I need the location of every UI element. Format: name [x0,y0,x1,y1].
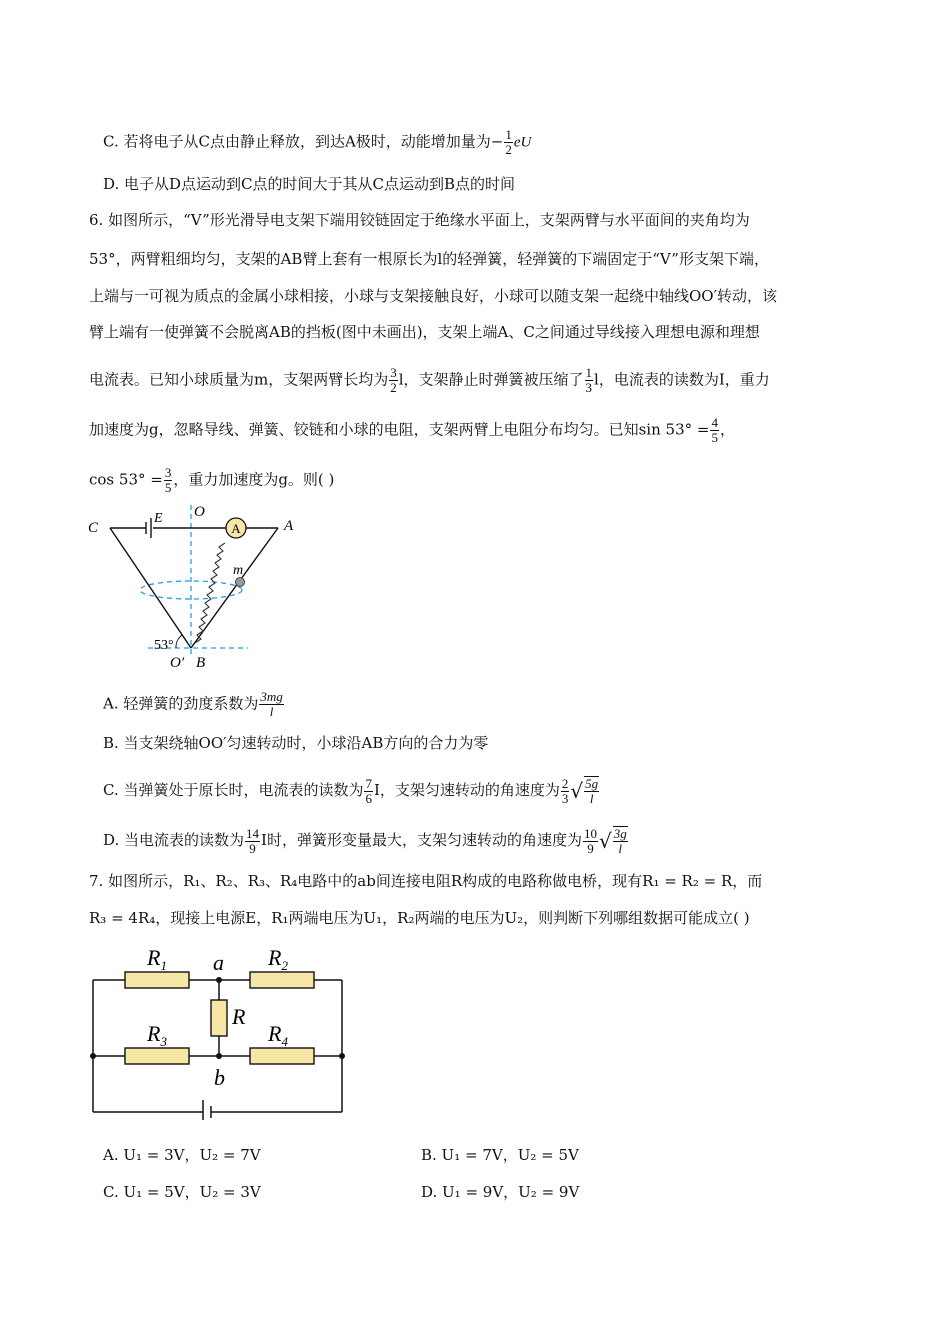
metal-ball [236,578,245,587]
label-b: B [196,655,206,671]
q6-line-7 [89,466,334,495]
q6-line-6-frac-num: 4 [711,415,718,430]
q6-option-d-frac-2-num: 10 [583,825,597,841]
q6-line-1: 6. 如图所示，“V”形光滑导电支架下端用铰链固定于绝缘水平面上，支架两臂与水平面间的夹角均为 [89,211,750,229]
q6-line-7-b: ，重力加速度为g。则( ) [173,470,335,489]
q6-option-d-a: D. 当电流表的读数为 [103,831,245,849]
q6-option-c-frac-1-num: 7 [365,775,372,791]
q6-option-c-frac-1 [364,777,373,806]
q6-option-c-sqrt-frac [584,776,599,806]
q5-option-c-text: C. 若将电子从C点由静止释放，到达A极时，动能增加量为 [103,132,491,151]
q6-line-7-a: cos 53° = [89,470,163,489]
q6-option-a-num: 3mg [260,689,283,704]
q7-line-1: 7. 如图所示，R₁、R₂、R₃、R₄电路中的ab间连接电阻R构成的电路称做电桥，现有R₁ = R₂ = R，而 [89,872,763,890]
q7-bridge-circuit-figure [85,940,355,1120]
q6-option-a [103,690,285,719]
label-a: A [284,518,294,534]
q6-v-frame-figure [80,500,310,676]
label-r4: $R_4$ [268,1021,288,1049]
q6-line-7-frac-den: 5 [164,480,172,495]
q6-option-c-a: C. 当弹簧处于原长时，电流表的读数为 [103,781,364,799]
arm-ab [191,528,278,648]
q6-line-5-a: 电流表。已知小球质量为m，支架两臂长均为 [89,370,389,389]
q5-option-c-suffix: eU [513,134,532,151]
q7-option-c: C. U₁ = 5V，U₂ = 3V [103,1183,261,1201]
arm-cb [110,528,191,648]
resistor-r1 [125,972,189,988]
q6-line-5-frac-2-num: 1 [585,365,593,380]
q5-option-c [103,128,531,157]
label-r3: $R_3$ [147,1021,167,1049]
q6-option-c-frac-2-num: 2 [561,775,569,791]
q6-option-c-frac-2 [561,777,570,806]
q6-line-2: 53°，两臂粗细均匀，支架的AB臂上套有一根原长为l的轻弹簧，轻弹簧的下端固定于“V”形支架下端， [89,250,769,268]
q6-option-d-frac-2 [583,827,598,856]
label-o-prime: O′ [170,655,185,671]
q6-line-3: 上端与一可视为质点的金属小球相接，小球与支架接触良好，小球可以随支架一起绕中轴线OO′转动，该 [89,287,778,305]
q6-option-a-den: l [269,704,274,719]
q6-line-5-frac-2-den: 3 [585,380,593,395]
q6-line-7-frac [164,466,173,495]
q6-option-d-sqrt-frac [613,826,628,856]
resistor-r4 [250,1048,314,1064]
label-m: m [233,563,244,578]
q7-option-a: A. U₁ = 3V，U₂ = 7V [103,1146,261,1164]
label-b: b [214,1065,225,1090]
q6-option-d-frac-2-den: 9 [587,840,594,856]
spring-coil [195,543,225,643]
label-r2: $R_2$ [268,945,288,973]
q6-option-b: B. 当支架绕轴OO′匀速转动时，小球沿AB方向的合力为零 [103,734,489,752]
q5-option-c-frac-den: 2 [505,142,512,157]
q6-line-6-frac [710,416,719,445]
label-angle: 53° [154,638,174,653]
label-r1: $R_1$ [147,945,167,973]
sqrt-sign: √ [570,779,584,803]
q6-option-d-frac-1-num: 14 [246,825,260,841]
label-a: a [213,950,224,975]
q6-option-d [103,826,629,856]
resistor-r [211,1000,227,1036]
q7-option-d: D. U₁ = 9V，U₂ = 9V [421,1183,580,1201]
q6-option-d-sqrt-den: l [618,841,623,856]
q6-line-5-b: l，支架静止时弹簧被压缩了 [398,370,584,389]
q6-option-d-b: I时，弹簧形变量最大，支架匀速转动的角速度为 [261,831,582,849]
q6-option-d-sqrt-num: 3g [613,826,627,841]
q7-line-2: R₃ = 4R₄，现接上电源E，R₁两端电压为U₁，R₂两端的电压为U₂，则判断下列哪组数据可能成立( ) [89,909,750,927]
q6-option-a-frac [259,690,283,719]
q5-option-c-minus: − [490,132,504,151]
q5-option-c-frac-num: 1 [505,127,512,142]
q6-line-5-frac-1 [389,366,398,395]
label-r: R [232,1004,246,1029]
q6-line-5-c: l，电流表的读数为I，重力 [594,370,770,389]
resistor-r2 [250,972,314,988]
sqrt-sign: √ [598,829,612,853]
q6-line-5 [89,366,770,395]
q6-line-4: 臂上端有一使弹簧不会脱离AB的挡板(图中未画出)，支架上端A、C之间通过导线接入理想电源和理想 [89,323,760,341]
q6-line-5-frac-1-den: 2 [390,380,397,395]
ammeter-label: A [231,521,241,536]
label-o: O [194,504,205,520]
q6-option-a-text: A. 轻弹簧的劲度系数为 [103,694,259,713]
q6-line-6-frac-den: 5 [711,430,718,445]
q6-option-c-sqrt-den: l [589,791,594,806]
q6-option-d-frac-1 [245,827,260,856]
q6-line-6-a: 加速度为g，忽略导线、弹簧、铰链和小球的电阻，支架两臂上电阻分布均匀。已知sin 53° = [89,420,710,439]
q7-option-b: B. U₁ = 7V，U₂ = 5V [421,1146,579,1164]
resistor-r3 [125,1048,189,1064]
q5-option-c-fraction [504,128,513,157]
q6-option-c-frac-1-den: 6 [365,790,372,806]
q6-line-6 [89,416,735,445]
q6-option-c [103,776,600,806]
q6-line-7-frac-num: 3 [164,465,172,480]
q6-option-c-sqrt-num: 5g [585,776,599,791]
q6-line-5-frac-2 [585,366,594,395]
q6-line-5-frac-1-num: 3 [390,365,397,380]
label-e: E [154,511,163,526]
q5-option-d: D. 电子从D点运动到C点的时间大于其从C点运动到B点的时间 [103,175,516,193]
q6-option-d-frac-1-den: 9 [249,840,256,856]
q6-line-6-b: ， [719,420,735,439]
q6-option-c-frac-2-den: 3 [561,790,569,806]
q6-option-c-b: I，支架匀速转动的角速度为 [373,781,560,799]
label-c: C [88,520,99,536]
